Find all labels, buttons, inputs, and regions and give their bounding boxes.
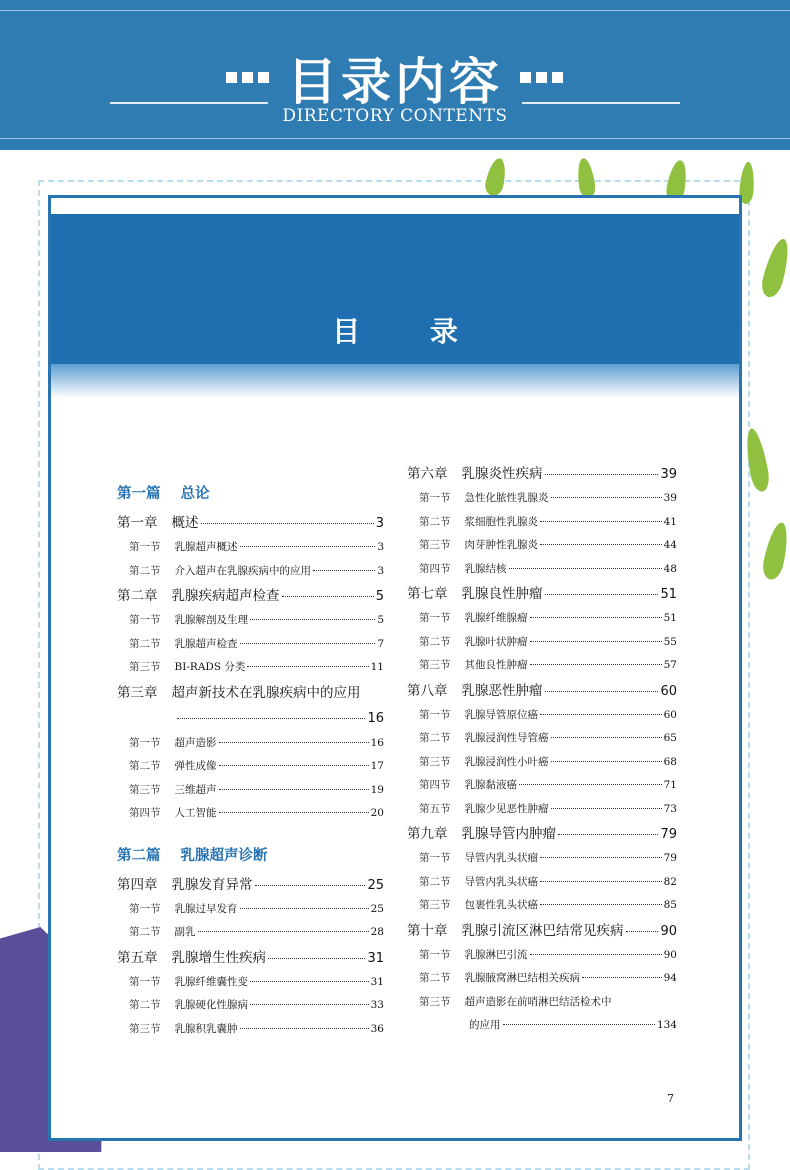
toc-section bbox=[407, 847, 677, 871]
dot-leader bbox=[509, 568, 662, 569]
section-number: 第三节 bbox=[419, 995, 451, 1008]
section-page: 134 bbox=[656, 1019, 677, 1031]
toc-section bbox=[117, 921, 384, 945]
toc-section bbox=[407, 871, 677, 895]
section-page: 90 bbox=[663, 948, 677, 961]
banner-subtitle: DIRECTORY CONTENTS bbox=[282, 106, 508, 126]
dot-leader bbox=[282, 596, 374, 597]
page-number: 7 bbox=[667, 1092, 674, 1105]
dot-leader bbox=[626, 931, 659, 932]
section-page: 48 bbox=[663, 562, 677, 575]
toc-section bbox=[407, 704, 677, 728]
section-page: 82 bbox=[663, 875, 677, 888]
toc-spacer bbox=[117, 826, 384, 840]
section-number: 第三节 bbox=[129, 1022, 161, 1035]
section-title: 其他良性肿瘤 bbox=[464, 659, 528, 671]
dot-leader bbox=[551, 737, 662, 738]
section-page: 36 bbox=[370, 1022, 384, 1035]
dot-leader bbox=[551, 808, 662, 809]
dot-leader bbox=[545, 691, 659, 692]
chapter-number: 第三章 bbox=[117, 684, 158, 701]
chapter-page: 16 bbox=[367, 710, 384, 726]
dot-leader bbox=[219, 812, 369, 813]
chapter-number: 第五章 bbox=[117, 949, 158, 966]
section-page: 11 bbox=[370, 661, 384, 673]
toc-section bbox=[407, 558, 677, 582]
dot-leader bbox=[582, 977, 662, 978]
section-title: 乳腺纤维囊性变 bbox=[174, 975, 248, 988]
chapter-page: 90 bbox=[660, 923, 677, 939]
section-number: 第二节 bbox=[129, 926, 161, 938]
section-page: 65 bbox=[663, 732, 677, 744]
toc-section bbox=[407, 534, 677, 558]
section-number: 第一节 bbox=[419, 612, 451, 624]
dot-leader bbox=[540, 521, 662, 522]
toc-chapter-continued bbox=[117, 706, 384, 732]
toc-chapter bbox=[117, 510, 384, 536]
chapter-title: 乳腺恶性肿瘤 bbox=[461, 682, 543, 699]
section-title: 乳腺过早发育 bbox=[174, 902, 238, 915]
section-page: 7 bbox=[377, 637, 384, 650]
section-title: 急性化脓性乳腺炎 bbox=[464, 492, 549, 504]
section-title: 乳腺超声概述 bbox=[174, 541, 238, 553]
toc-section bbox=[117, 560, 384, 584]
toc-chapter bbox=[117, 583, 384, 609]
toc-part bbox=[117, 840, 384, 872]
dot-leader bbox=[530, 617, 662, 618]
section-number: 第一节 bbox=[129, 541, 161, 553]
section-title: 乳腺超声检查 bbox=[174, 637, 238, 650]
chapter-number: 第六章 bbox=[407, 466, 448, 482]
dot-leader bbox=[551, 761, 662, 762]
dot-leader bbox=[247, 666, 368, 667]
section-title: 乳腺积乳囊肿 bbox=[174, 1022, 238, 1035]
dot-leader bbox=[540, 881, 662, 882]
toc-section bbox=[407, 944, 677, 968]
section-page: 20 bbox=[370, 807, 384, 819]
section-page: 68 bbox=[663, 755, 677, 768]
section-page: 57 bbox=[663, 659, 677, 671]
section-title: 乳腺纤维腺瘤 bbox=[464, 612, 528, 624]
dot-leader bbox=[540, 904, 662, 905]
part-title: 乳腺超声诊断 bbox=[180, 847, 268, 864]
section-page: 19 bbox=[370, 783, 384, 796]
dot-leader bbox=[530, 954, 662, 955]
section-page: 3 bbox=[377, 564, 384, 577]
section-title: 乳腺结核 bbox=[464, 562, 507, 575]
part-number: 第二篇 bbox=[117, 847, 161, 864]
section-page: 33 bbox=[370, 999, 384, 1011]
section-title: 包裹性乳头状癌 bbox=[464, 899, 538, 911]
dot-leader bbox=[198, 931, 369, 932]
toc-section bbox=[117, 609, 384, 633]
section-title: 副乳 bbox=[174, 926, 196, 938]
toc-left-column bbox=[117, 478, 384, 1041]
toc-section bbox=[407, 487, 677, 511]
section-title: 的应用 bbox=[469, 1019, 501, 1031]
dot-leader bbox=[250, 619, 375, 620]
section-title: 介入超声在乳腺疾病中的应用 bbox=[174, 564, 311, 577]
toc-section-continued bbox=[407, 1014, 677, 1036]
leaf-icon bbox=[760, 521, 790, 582]
toc-section bbox=[117, 898, 384, 922]
section-title: BI-RADS 分类 bbox=[174, 661, 246, 673]
chapter-title: 概述 bbox=[171, 515, 199, 531]
dot-leader bbox=[530, 664, 662, 665]
section-number: 第一节 bbox=[129, 902, 161, 915]
section-page: 17 bbox=[370, 760, 384, 772]
toc-section bbox=[117, 732, 384, 756]
part-title: 总论 bbox=[180, 486, 210, 502]
dot-leader bbox=[219, 765, 369, 766]
top-banner bbox=[0, 0, 790, 150]
section-number: 第二节 bbox=[129, 760, 161, 772]
dot-leader bbox=[250, 981, 369, 982]
section-page: 25 bbox=[370, 902, 384, 915]
toc-section bbox=[407, 967, 677, 991]
section-title: 乳腺叶状肿瘤 bbox=[464, 635, 528, 648]
section-title: 乳腺腋窝淋巴结相关疾病 bbox=[464, 972, 580, 984]
section-page: 73 bbox=[663, 802, 677, 815]
section-page: 5 bbox=[377, 614, 384, 626]
banner-rule-left bbox=[110, 102, 268, 104]
dot-leader bbox=[268, 958, 365, 959]
chapter-title: 乳腺导管内肿瘤 bbox=[461, 826, 556, 842]
chapter-title: 乳腺发育异常 bbox=[171, 876, 253, 893]
toc-section bbox=[407, 607, 677, 631]
dot-leader bbox=[519, 784, 662, 785]
section-title: 乳腺少见恶性肿瘤 bbox=[464, 802, 549, 815]
chapter-number: 第八章 bbox=[407, 682, 448, 699]
section-title: 乳腺浸润性导管癌 bbox=[464, 732, 549, 744]
section-page: 79 bbox=[663, 852, 677, 864]
chapter-title: 乳腺炎性疾病 bbox=[461, 466, 543, 482]
chapter-page: 79 bbox=[660, 827, 677, 842]
section-title: 乳腺淋巴引流 bbox=[464, 948, 528, 961]
section-page: 85 bbox=[663, 899, 677, 911]
dot-leader bbox=[540, 714, 662, 715]
chapter-page: 51 bbox=[660, 587, 677, 602]
section-number: 第一节 bbox=[419, 852, 451, 864]
toc-page bbox=[48, 195, 742, 1141]
section-page: 41 bbox=[663, 515, 677, 528]
banner-rule-right bbox=[522, 102, 680, 104]
toc-section bbox=[407, 798, 677, 822]
section-number: 第三节 bbox=[419, 539, 451, 551]
part-number: 第一篇 bbox=[117, 486, 161, 502]
section-number: 第二节 bbox=[419, 875, 451, 888]
toc-section bbox=[407, 774, 677, 798]
toc-section bbox=[117, 633, 384, 657]
section-title: 人工智能 bbox=[174, 807, 217, 819]
section-number: 第三节 bbox=[419, 755, 451, 768]
toc-chapter bbox=[117, 872, 384, 898]
section-page: 3 bbox=[377, 541, 384, 553]
dot-leader bbox=[551, 497, 662, 498]
toc-chapter bbox=[117, 945, 384, 971]
toc-section bbox=[407, 894, 677, 918]
chapter-page: 39 bbox=[660, 467, 677, 482]
section-page: 71 bbox=[663, 779, 677, 791]
chapter-number: 第九章 bbox=[407, 826, 448, 842]
section-page: 44 bbox=[663, 539, 677, 551]
dot-leader bbox=[255, 885, 366, 886]
chapter-title: 超声新技术在乳腺疾病中的应用 bbox=[171, 684, 361, 701]
dot-leader bbox=[219, 742, 369, 743]
chapter-number: 第四章 bbox=[117, 876, 158, 893]
dot-leader bbox=[240, 546, 376, 547]
toc-section bbox=[117, 802, 384, 826]
section-title: 乳腺解剖及生理 bbox=[174, 614, 248, 626]
dot-leader bbox=[219, 789, 369, 790]
section-page: 39 bbox=[663, 492, 677, 504]
section-number: 第四节 bbox=[419, 562, 451, 575]
section-page: 28 bbox=[370, 926, 384, 938]
dot-leader bbox=[540, 857, 662, 858]
section-page: 60 bbox=[663, 708, 677, 721]
dot-leader bbox=[177, 718, 365, 719]
banner-bottom-rule bbox=[0, 138, 790, 139]
chapter-page: 31 bbox=[367, 950, 384, 966]
section-number: 第一节 bbox=[129, 975, 161, 988]
chapter-page: 25 bbox=[367, 877, 384, 893]
dot-leader bbox=[545, 474, 659, 475]
toc-chapter bbox=[407, 918, 677, 944]
banner-top-rule bbox=[0, 10, 790, 11]
section-title: 乳腺浸润性小叶癌 bbox=[464, 755, 549, 768]
dot-leader bbox=[240, 1028, 369, 1029]
toc-section bbox=[117, 994, 384, 1018]
section-number: 第一节 bbox=[419, 948, 451, 961]
chapter-title: 乳腺疾病超声检查 bbox=[171, 588, 280, 604]
toc-chapter bbox=[117, 680, 384, 706]
section-number: 第二节 bbox=[129, 637, 161, 650]
chapter-number: 第一章 bbox=[117, 515, 158, 531]
toc-section bbox=[117, 1018, 384, 1042]
chapter-number: 第十章 bbox=[407, 922, 448, 939]
toc-chapter bbox=[407, 581, 677, 607]
dot-leader bbox=[250, 1004, 369, 1005]
section-title: 肉芽肿性乳腺炎 bbox=[464, 539, 538, 551]
chapter-number: 第七章 bbox=[407, 586, 448, 602]
section-title: 超声造影 bbox=[174, 736, 217, 749]
toc-section bbox=[407, 654, 677, 678]
toc-section bbox=[117, 536, 384, 560]
dot-leader bbox=[240, 643, 376, 644]
section-number: 第二节 bbox=[129, 999, 161, 1011]
section-page: 94 bbox=[663, 972, 677, 984]
section-title: 导管内乳头状瘤 bbox=[464, 852, 538, 864]
section-number: 第四节 bbox=[419, 779, 451, 791]
chapter-page: 60 bbox=[660, 683, 677, 699]
toc-chapter bbox=[407, 678, 677, 704]
section-number: 第一节 bbox=[419, 708, 451, 721]
section-number: 第三节 bbox=[129, 783, 161, 796]
toc-section bbox=[117, 755, 384, 779]
toc-part bbox=[117, 478, 384, 510]
section-number: 第二节 bbox=[129, 564, 161, 577]
section-number: 第二节 bbox=[419, 732, 451, 744]
chapter-title: 乳腺良性肿瘤 bbox=[461, 586, 543, 602]
section-number: 第三节 bbox=[419, 659, 451, 671]
dot-leader bbox=[558, 834, 658, 835]
banner-dots-right bbox=[520, 72, 563, 83]
toc-section bbox=[117, 971, 384, 995]
section-number: 第四节 bbox=[129, 807, 161, 819]
section-number: 第二节 bbox=[419, 515, 451, 528]
section-title: 三维超声 bbox=[174, 783, 217, 796]
toc-section bbox=[407, 727, 677, 751]
section-title: 浆细胞性乳腺炎 bbox=[464, 515, 538, 528]
banner-title: 目录内容 bbox=[287, 53, 503, 111]
toc-chapter bbox=[407, 461, 677, 487]
dot-leader bbox=[201, 523, 374, 524]
chapter-number: 第二章 bbox=[117, 588, 158, 604]
section-number: 第一节 bbox=[129, 614, 161, 626]
section-number: 第五节 bbox=[419, 802, 451, 815]
toc-section bbox=[407, 751, 677, 775]
section-page: 55 bbox=[663, 635, 677, 648]
section-number: 第三节 bbox=[419, 899, 451, 911]
section-number: 第一节 bbox=[419, 492, 451, 504]
toc-section bbox=[117, 656, 384, 680]
page-header-fade bbox=[51, 364, 739, 398]
dot-leader bbox=[530, 641, 662, 642]
page-title: 目 录 bbox=[332, 315, 488, 348]
section-number: 第一节 bbox=[129, 736, 161, 749]
section-number: 第二节 bbox=[419, 972, 451, 984]
toc-chapter bbox=[407, 821, 677, 847]
chapter-page: 3 bbox=[375, 516, 384, 531]
chapter-title: 乳腺引流区淋巴结常见疾病 bbox=[461, 922, 624, 939]
toc-section bbox=[407, 511, 677, 535]
section-number: 第二节 bbox=[419, 635, 451, 648]
section-page: 16 bbox=[370, 736, 384, 749]
toc-right-column bbox=[407, 461, 677, 1036]
chapter-page: 5 bbox=[375, 589, 384, 604]
section-title: 乳腺黏液癌 bbox=[464, 779, 517, 791]
section-number: 第三节 bbox=[129, 661, 161, 673]
dot-leader bbox=[503, 1024, 655, 1025]
section-title: 乳腺导管原位癌 bbox=[464, 708, 538, 721]
chapter-title: 乳腺增生性疾病 bbox=[171, 949, 266, 966]
dot-leader bbox=[313, 570, 375, 571]
section-title: 弹性成像 bbox=[174, 760, 217, 772]
leaf-icon bbox=[759, 236, 790, 299]
toc-section bbox=[407, 631, 677, 655]
toc-section bbox=[117, 779, 384, 803]
toc-section bbox=[407, 991, 677, 1015]
section-title: 导管内乳头状癌 bbox=[464, 875, 538, 888]
section-title: 乳腺硬化性腺病 bbox=[174, 999, 248, 1011]
section-title: 超声造影在前哨淋巴结活检术中 bbox=[464, 995, 612, 1008]
section-page: 31 bbox=[370, 975, 384, 988]
dot-leader bbox=[540, 544, 662, 545]
dot-leader bbox=[240, 908, 369, 909]
dot-leader bbox=[545, 594, 659, 595]
section-page: 51 bbox=[663, 612, 677, 624]
